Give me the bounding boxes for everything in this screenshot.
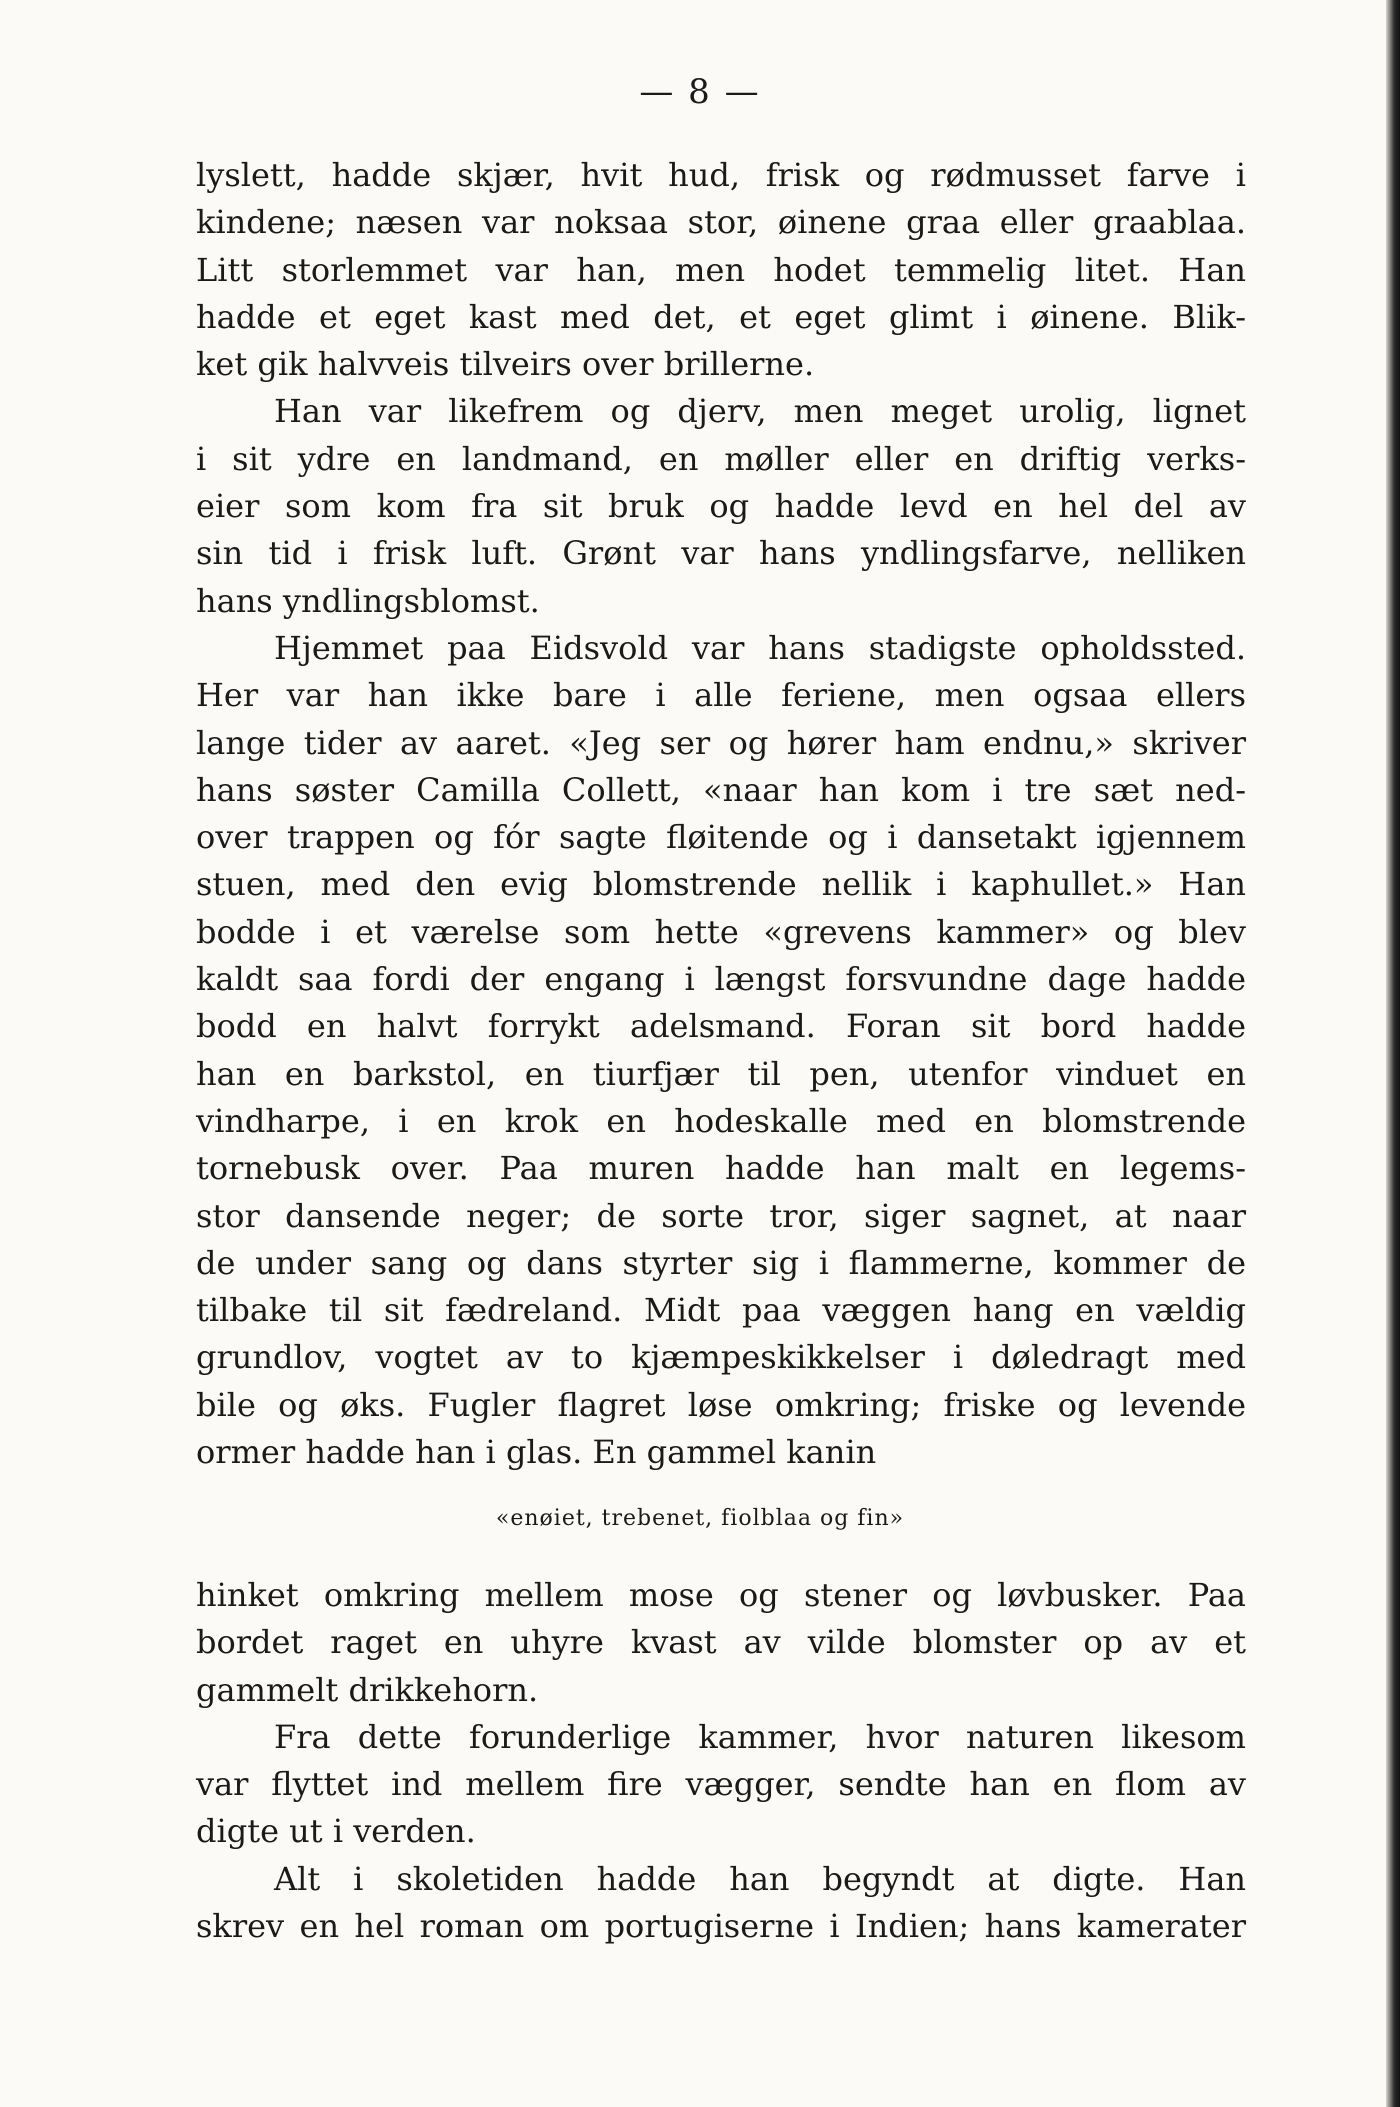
text-line: ket gik halvveis tilveirs over brillerne. [196, 345, 815, 384]
text-line: bile og øks. Fugler flagret løse omkring; friske og levende [196, 1385, 1246, 1424]
text-line: Litt storlemmet var han, men hodet temmelig litet. Han [196, 250, 1246, 289]
text-line: sin tid i frisk luft. Grønt var hans yndlingsfarve, nelliken [196, 534, 1246, 573]
text-line: bodd en halvt forrykt adelsmand. Foran sit bord hadde [196, 1007, 1246, 1046]
text-line: i sit ydre en landmand, en møller eller en driftig verks- [196, 439, 1246, 478]
text-line: hans søster Camilla Collett, «naar han kom i tre sæt ned- [196, 770, 1246, 809]
text-line: hans yndlingsblomst. [196, 581, 540, 620]
text-line: vindharpe, i en krok en hodeskalle med en blomstrende [196, 1101, 1246, 1140]
text-line: Han var likefrem og djerv, men meget urolig, lignet [274, 392, 1246, 431]
inset-quote: «enøiet, trebenet, fiolblaa og fin» [495, 1506, 905, 1531]
text-line: Her var han ikke bare i alle feriene, men ogsaa ellers [196, 676, 1246, 715]
text-line: de under sang og dans styrter sig i flammerne, kommer de [196, 1243, 1246, 1282]
text-line: tornebusk over. Paa muren hadde han malt en legems- [196, 1149, 1246, 1188]
text-line: Fra dette forunderlige kammer, hvor naturen likesom [274, 1717, 1246, 1756]
text-line: var flyttet ind mellem fire vægger, sendte han en flom av [196, 1765, 1246, 1804]
text-line: bodde i et værelse som hette «grevens kammer» og blev [196, 912, 1246, 951]
text-line: lyslett, hadde skjær, hvit hud, frisk og rødmusset farve i [196, 156, 1246, 194]
page-number: — 8 — [639, 72, 761, 112]
text-line: bordet raget en uhyre kvast av vilde blomster op av et [196, 1623, 1246, 1662]
text-line: hadde et eget kast med det, et eget glimt i øinene. Blik- [196, 297, 1246, 336]
text-line: eier som kom fra sit bruk og hadde levd en hel del av [196, 487, 1246, 526]
text-line: ormer hadde han i glas. En gammel kanin [196, 1433, 877, 1472]
text-line: gammelt drikkehorn. [196, 1670, 539, 1709]
text-line: Hjemmet paa Eidsvold var hans stadigste opholdssted. [274, 628, 1246, 667]
text-line: over trappen og fór sagte fløitende og i dansetakt igjennem [196, 818, 1246, 857]
text-line: kindene; næsen var noksaa stor, øinene graa eller graablaa. [196, 203, 1246, 242]
text-line: Alt i skoletiden hadde han begyndt at digte. Han [274, 1859, 1246, 1898]
text-line: stor dansende neger; de sorte tror, siger sagnet, at naar [196, 1196, 1246, 1235]
text-line: hinket omkring mellem mose og stener og løvbusker. Paa [196, 1576, 1246, 1614]
text-line: stuen, med den evig blomstrende nellik i kaphullet.» Han [196, 865, 1246, 904]
text-line: skrev en hel roman om portugiserne i Indien; hans kamerater [196, 1907, 1246, 1946]
body-text-continued [196, 1572, 1246, 1950]
text-line: han en barkstol, en tiurfjær til pen, utenfor vinduet en [196, 1054, 1246, 1093]
text-line: kaldt saa fordi der engang i længst forsvundne dage hadde [196, 960, 1246, 999]
text-line: lange tider av aaret. «Jeg ser og hører ham endnu,» skriver [196, 723, 1246, 762]
body-text-main [196, 152, 1246, 1476]
text-line: tilbake til sit fædreland. Midt paa væggen hang en vældig [196, 1291, 1246, 1330]
text-line: digte ut i verden. [196, 1812, 476, 1851]
page-edge-shadow [1386, 0, 1400, 2107]
text-line: grundlov, vogtet av to kjæmpeskikkelser i døledragt med [196, 1338, 1246, 1377]
